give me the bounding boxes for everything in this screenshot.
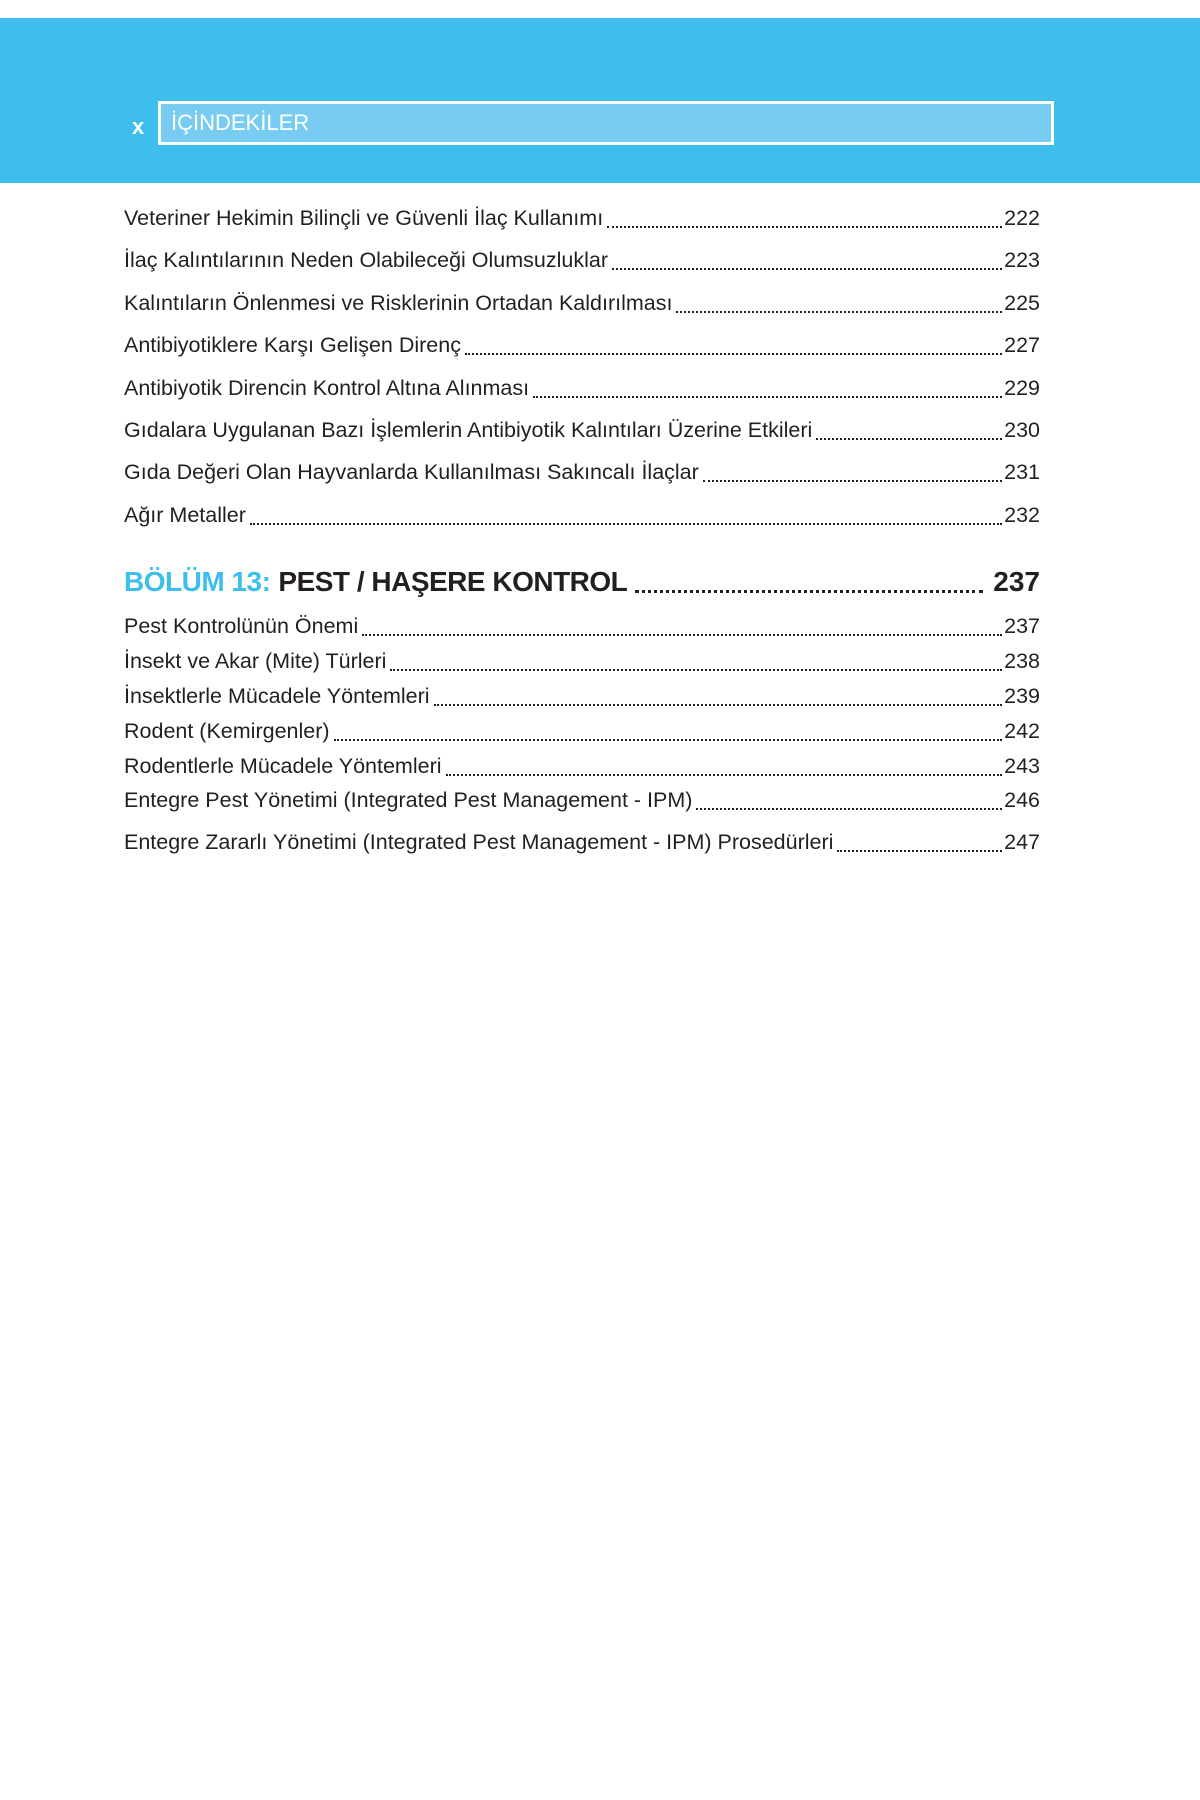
toc-entry[interactable] — [124, 456, 1040, 488]
toc-entry-title: Rodentlerle Mücadele Yöntemleri — [124, 754, 442, 778]
dot-leader — [696, 784, 1002, 816]
toc-entry-page: 223 — [1004, 248, 1040, 272]
toc-entry[interactable] — [124, 329, 1040, 361]
toc-entry-page: 238 — [1004, 649, 1040, 673]
toc-entry-title: Antibiyotiklere Karşı Gelişen Direnç — [124, 333, 461, 357]
dot-leader — [446, 750, 1003, 782]
toc-entry-title: Ağır Metaller — [124, 503, 246, 527]
toc-entry-page: 237 — [1004, 614, 1040, 638]
toc-entry[interactable] — [124, 414, 1040, 446]
page-number: x — [132, 114, 145, 139]
toc-entry[interactable] — [124, 826, 1040, 858]
toc-entry-title: Pest Kontrolünün Önemi — [124, 614, 359, 638]
toc-entry-page: 225 — [1004, 291, 1040, 315]
toc-entry[interactable] — [124, 244, 1040, 276]
chapter-heading[interactable] — [124, 560, 1040, 604]
toc-entry-page: 247 — [1004, 830, 1040, 854]
toc-entry-page: 222 — [1004, 206, 1040, 230]
toc-entry-title: İnsektlerle Mücadele Yöntemleri — [124, 684, 430, 708]
dot-leader — [607, 202, 1002, 234]
dot-leader — [676, 287, 1002, 319]
toc-entry-page: 239 — [1004, 684, 1040, 708]
dot-leader — [837, 826, 1002, 858]
toc-entry-page: 242 — [1004, 719, 1040, 743]
toc-entry-title: Entegre Zararlı Yönetimi (Integrated Pest Management - IPM) Prosedürleri — [124, 830, 834, 854]
chapter-label: BÖLÜM 13: — [124, 566, 271, 597]
section-title: İÇİNDEKİLER — [158, 101, 1054, 145]
toc-entry-title: Rodent (Kemirgenler) — [124, 719, 330, 743]
toc-entry-page: 243 — [1004, 754, 1040, 778]
dot-leader — [533, 372, 1002, 404]
dot-leader — [612, 244, 1002, 276]
dot-leader — [703, 456, 1002, 488]
toc-entry[interactable] — [124, 499, 1040, 531]
toc-entry-page: 229 — [1004, 376, 1040, 400]
dot-leader — [250, 499, 1002, 531]
toc-entry[interactable] — [124, 750, 1040, 782]
toc-entry[interactable] — [124, 202, 1040, 234]
toc-entry-title: Entegre Pest Yönetimi (Integrated Pest Management - IPM) — [124, 788, 693, 812]
dot-leader — [465, 329, 1002, 361]
toc-entry-title: Gıdalara Uygulanan Bazı İşlemlerin Antibiyotik Kalıntıları Üzerine Etkileri — [124, 418, 813, 442]
toc-entry-title: Veteriner Hekimin Bilinçli ve Güvenli İlaç Kullanımı — [124, 206, 604, 230]
chapter-page: 237 — [993, 566, 1040, 597]
chapter-title: PEST / HAŞERE KONTROL — [278, 566, 628, 597]
toc-entry[interactable] — [124, 610, 1040, 642]
dot-leader — [390, 645, 1002, 677]
toc-entry[interactable] — [124, 784, 1040, 816]
toc-entry-page: 231 — [1004, 460, 1040, 484]
toc-entry[interactable] — [124, 680, 1040, 712]
dot-leader — [334, 715, 1003, 747]
toc-entry-title: İlaç Kalıntılarının Neden Olabileceği Olumsuzluklar — [124, 248, 608, 272]
toc-entry[interactable] — [124, 372, 1040, 404]
toc-entry-page: 230 — [1004, 418, 1040, 442]
toc-entry-page: 246 — [1004, 788, 1040, 812]
toc-entry[interactable] — [124, 287, 1040, 319]
toc-entry-title: Antibiyotik Direncin Kontrol Altına Alınması — [124, 376, 530, 400]
toc-entry[interactable] — [124, 715, 1040, 747]
toc-entry-title: İnsekt ve Akar (Mite) Türleri — [124, 649, 387, 673]
toc-entry-title: Kalıntıların Önlenmesi ve Risklerinin Ortadan Kaldırılması — [124, 291, 673, 315]
dot-leader — [362, 610, 1002, 642]
toc-entry-page: 232 — [1004, 503, 1040, 527]
dot-leader — [635, 560, 989, 604]
toc-entry[interactable] — [124, 645, 1040, 677]
dot-leader — [434, 680, 1003, 712]
dot-leader — [816, 414, 1002, 446]
toc-entry-title: Gıda Değeri Olan Hayvanlarda Kullanılması Sakıncalı İlaçlar — [124, 460, 699, 484]
toc-entry-page: 227 — [1004, 333, 1040, 357]
